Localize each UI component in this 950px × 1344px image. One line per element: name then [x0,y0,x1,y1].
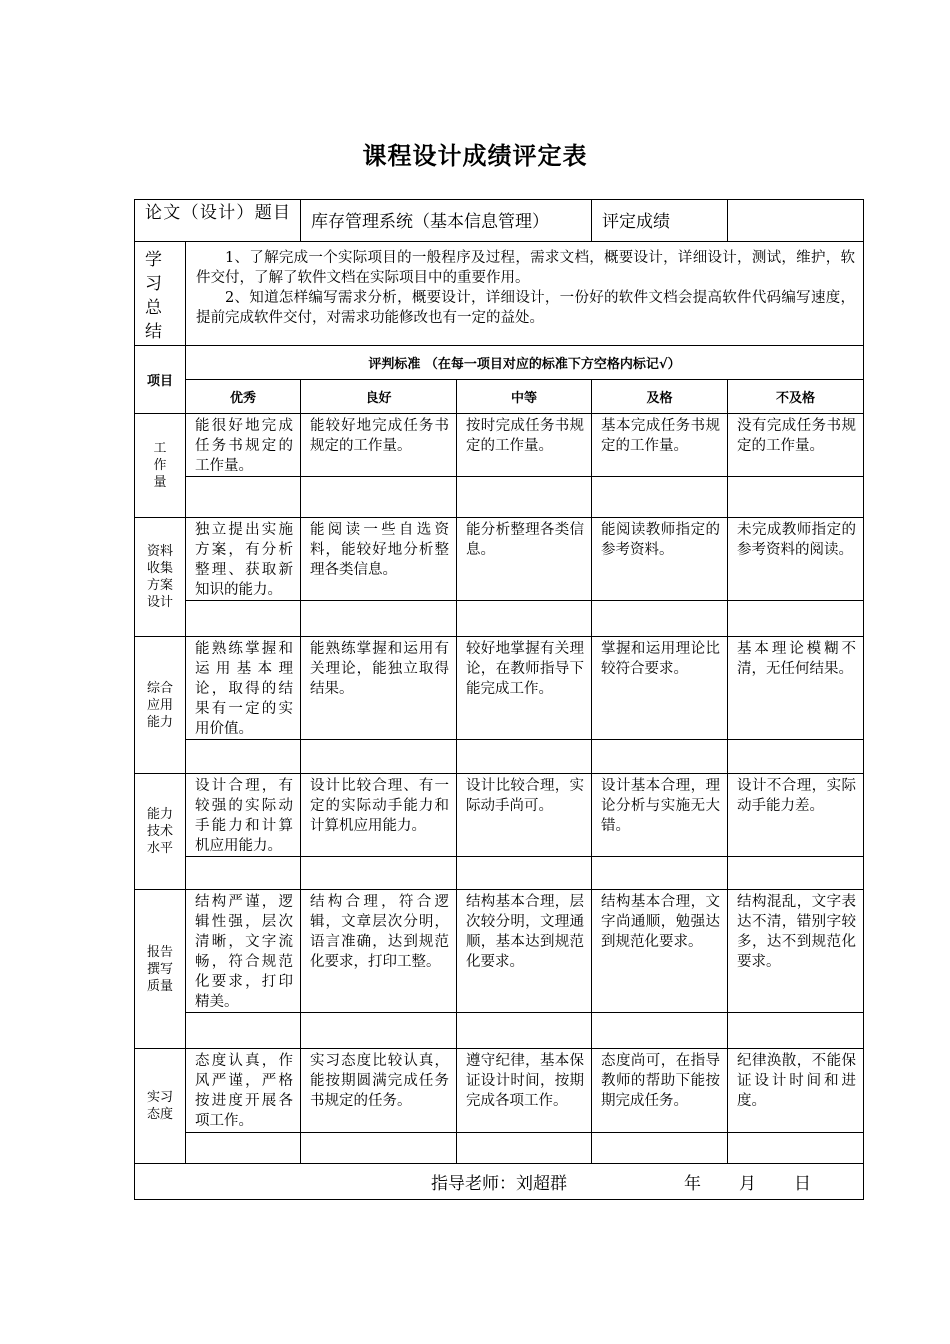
criteria-row [135,1049,864,1133]
mark-cell[interactable] [592,1013,728,1049]
level-header-pass: 及格 [592,380,728,414]
summary-paragraph: 2、知道怎样编写需求分析，概要设计，详细设计，一份好的软件文档会提高软件代码编写速度，提前完成软件交付，对需求功能修改也有一定的益处。 [196,290,856,326]
summary-label-cell [135,242,186,346]
level-header-excellent: 优秀 [186,380,301,414]
criteria-cell: 能熟练掌握和运用基本理论，取得的结果有一定的实用价值。 [186,637,301,740]
criteria-cell: 较好地掌握有关理论，在教师指导下能完成工作。 [457,637,592,740]
mark-row [135,601,864,637]
mark-cell[interactable] [301,477,457,518]
criteria-cell: 按时完成任务书规定的工作量。 [457,414,592,477]
mark-cell[interactable] [301,1013,457,1049]
criteria-cell: 结构基本合理，层次较分明，文理通顺，基本达到规范化要求。 [457,890,592,1013]
criteria-cell: 能熟练掌握和运用有关理论，能独立取得结果。 [301,637,457,740]
criteria-cell: 基本理论模糊不清，无任何结果。 [728,637,864,740]
mark-cell[interactable] [728,1013,864,1049]
mark-cell[interactable] [186,601,301,637]
criteria-cell: 结构严谨，逻辑性强，层次清晰，文字流畅，符合规范化要求，打印精美。 [186,890,301,1013]
criteria-cell: 设计基本合理，理论分析与实施无大错。 [592,774,728,857]
mark-row [135,1133,864,1164]
summary-paragraph: 1、了解完成一个实际项目的一般程序及过程，需求文档，概要设计，详细设计，测试，维护，软件交付，了解了软件文档在实际项目中的重要作用。 [196,250,856,286]
level-header-medium: 中等 [457,380,592,414]
mark-cell[interactable] [592,857,728,890]
date-day-label: 日 [794,1174,811,1194]
mark-cell[interactable] [186,1133,301,1164]
date-month-label: 月 [739,1174,756,1194]
criteria-cell: 独立提出实施方案，有分析整理、获取新知识的能力。 [186,518,301,601]
topic-value-cell [301,200,592,242]
mark-cell[interactable] [728,477,864,518]
criteria-cell: 基本完成任务书规定的工作量。 [592,414,728,477]
row-label-skill: 能力技术水平 [135,774,186,890]
item-header: 项目 [135,346,186,414]
mark-row [135,477,864,518]
criteria-cell: 遵守纪律，基本保证设计时间，按期完成各项工作。 [457,1049,592,1133]
criteria-cell: 态度尚可，在指导教师的帮助下能按期完成任务。 [592,1049,728,1133]
topic-label: 论文（设计）题目 [145,203,290,223]
criteria-cell: 结构混乱，文字表达不清，错别字较多，达不到规范化要求。 [728,890,864,1013]
criteria-cell: 能阅读教师指定的参考资料。 [592,518,728,601]
criteria-cell: 态度认真，作风严谨，严格按进度开展各项工作。 [186,1049,301,1133]
date-year-label: 年 [684,1174,701,1194]
row-label-report: 报告撰写质量 [135,890,186,1049]
mark-cell[interactable] [457,601,592,637]
mark-cell[interactable] [728,601,864,637]
criteria-cell: 纪律涣散，不能保证设计时间和进度。 [728,1049,864,1133]
grade-label-cell [592,200,728,242]
criteria-cell: 实习态度比较认真，能按期圆满完成任务书规定的任务。 [301,1049,457,1133]
grade-table [134,199,864,1200]
criteria-cell: 设计合理，有较强的实际动手能力和计算机应用能力。 [186,774,301,857]
grade-value-cell[interactable] [728,200,864,242]
topic-label-cell [135,200,301,242]
criteria-cell: 能很好地完成任务书规定的工作量。 [186,414,301,477]
mark-cell[interactable] [186,477,301,518]
level-header-good: 良好 [301,380,457,414]
criteria-cell: 能分析整理各类信息。 [457,518,592,601]
mark-row [135,740,864,774]
mark-cell[interactable] [592,740,728,774]
row-label-application: 综合应用能力 [135,637,186,774]
criteria-row [135,890,864,1013]
criteria-cell: 掌握和运用理论比较符合要求。 [592,637,728,740]
criteria-cell: 结构合理，符合逻辑，文章层次分明，语言准确，达到规范化要求，打印工整。 [301,890,457,1013]
mark-cell[interactable] [457,1133,592,1164]
criteria-cell: 设计不合理，实际动手能力差。 [728,774,864,857]
mark-cell[interactable] [457,857,592,890]
mark-cell[interactable] [186,740,301,774]
summary-content [186,242,864,346]
row-label-attitude: 实习态度 [135,1049,186,1164]
criteria-cell: 没有完成任务书规定的工作量。 [728,414,864,477]
mark-row [135,1013,864,1049]
mark-cell[interactable] [301,601,457,637]
criteria-row [135,518,864,601]
row-label-workload: 工作量 [135,414,186,518]
criteria-cell: 结构基本合理，文字尚通顺，勉强达到规范化要求。 [592,890,728,1013]
mark-cell[interactable] [186,857,301,890]
criteria-cell: 设计比较合理、有一定的实际动手能力和计算机应用能力。 [301,774,457,857]
mark-cell[interactable] [728,740,864,774]
criteria-cell: 设计比较合理，实际动手尚可。 [457,774,592,857]
mark-cell[interactable] [457,477,592,518]
criteria-cell: 能较好地完成任务书规定的工作量。 [301,414,457,477]
grade-label: 评定成绩 [602,212,671,232]
advisor-signature: 指导老师：刘超群 [431,1174,567,1194]
mark-cell[interactable] [728,1133,864,1164]
page-title: 课程设计成绩评定表 [362,142,588,170]
criteria-row [135,414,864,477]
criteria-row [135,774,864,857]
mark-cell[interactable] [457,1013,592,1049]
row-label-research: 资料收集方案设计 [135,518,186,637]
level-header-fail: 不及格 [728,380,864,414]
mark-cell[interactable] [728,857,864,890]
criteria-cell: 能阅读一些自选资料，能较好地分析整理各类信息。 [301,518,457,601]
mark-cell[interactable] [186,1013,301,1049]
mark-cell[interactable] [592,601,728,637]
mark-cell[interactable] [592,477,728,518]
mark-cell[interactable] [301,1133,457,1164]
signature-row [135,1164,864,1200]
mark-cell[interactable] [592,1133,728,1164]
criteria-row [135,637,864,740]
mark-row [135,857,864,890]
criteria-cell: 未完成教师指定的参考资料的阅读。 [728,518,864,601]
criteria-header: 评判标准 （在每一项目对应的标准下方空格内标记√） [186,346,864,380]
topic-value: 库存管理系统（基本信息管理） [311,212,549,232]
mark-cell[interactable] [457,740,592,774]
summary-label: 学习总结 [145,250,162,342]
mark-cell[interactable] [301,857,457,890]
mark-cell[interactable] [301,740,457,774]
